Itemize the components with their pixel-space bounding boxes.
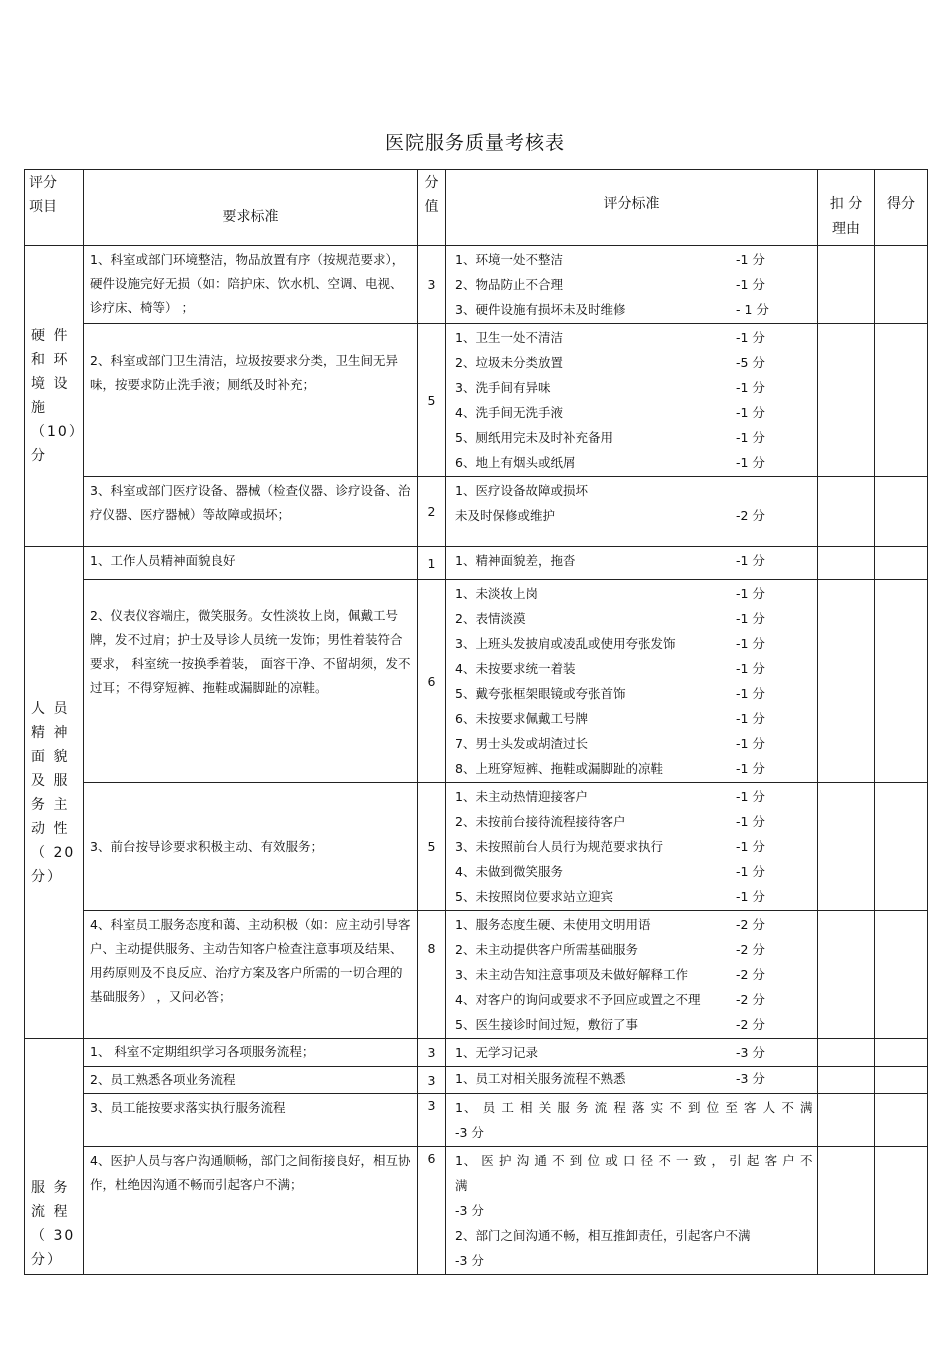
- criteria-line: 5、厕纸用完未及时补充备用 -1 分: [455, 430, 765, 445]
- requirement-cell: 2、仪表仪容端庄，微笑服务。女性淡妆上岗，佩戴工号牌，发不过肩；护士及导诊人员统一发饰；男性着装符合要求， 科室统一按换季着装， 面容干净、不留胡须，发不过耳；不得穿短裤、拖鞋或漏脚趾的凉鞋。: [84, 580, 418, 783]
- criteria-cell: [446, 580, 818, 783]
- table-row: [25, 1067, 928, 1094]
- score-cell: 3: [418, 1039, 446, 1067]
- criteria-line: -3 分: [455, 1253, 484, 1268]
- header-requirement: 要求标准: [84, 170, 418, 246]
- criteria-line: 1、员工对相关服务流程不熟悉 -3 分: [455, 1071, 765, 1086]
- criteria-line: 2、垃圾未分类放置 -5 分: [455, 355, 765, 370]
- table-row: [25, 1094, 928, 1147]
- score-cell: 6: [418, 1147, 446, 1275]
- criteria-line: 5、医生接诊时间过短，敷衍了事 -2 分: [455, 1017, 765, 1032]
- criteria-line: 3、未按照前台人员行为规范要求执行 -1 分: [455, 839, 765, 854]
- criteria-line: 未及时保修或维护 -2 分: [455, 508, 765, 523]
- points-cell[interactable]: [875, 246, 928, 324]
- requirement-cell: 3、前台按导诊要求积极主动、有效服务；: [84, 783, 418, 911]
- requirement-cell: 4、医护人员与客户沟通顺畅，部门之间衔接良好，相互协作，杜绝因沟通不畅而引起客户不满；: [84, 1147, 418, 1275]
- score-cell: 6: [418, 580, 446, 783]
- table-row: [25, 580, 928, 783]
- reason-cell[interactable]: [818, 911, 875, 1039]
- criteria-line: 3、上班头发披肩或凌乱或使用夸张发饰 -1 分: [455, 636, 765, 651]
- criteria-line: 1、卫生一处不清洁 -1 分: [455, 330, 765, 345]
- criteria-cell: [446, 1094, 818, 1147]
- page-title: 医院服务质量考核表: [384, 132, 565, 154]
- reason-cell[interactable]: [818, 246, 875, 324]
- reason-cell[interactable]: [818, 1067, 875, 1094]
- requirement-cell: 1、工作人员精神面貌良好: [84, 547, 418, 580]
- reason-cell[interactable]: [818, 783, 875, 911]
- points-cell[interactable]: [875, 547, 928, 580]
- requirement-cell: 3、员工能按要求落实执行服务流程: [84, 1094, 418, 1147]
- reason-cell[interactable]: [818, 324, 875, 477]
- criteria-line: 1、 医 护 沟 通 不 到 位 或 口 径 不 一 致 ， 引 起 客 户 不 满: [455, 1153, 813, 1193]
- criteria-cell: [446, 911, 818, 1039]
- criteria-cell: [446, 1067, 818, 1094]
- points-cell[interactable]: [875, 1147, 928, 1275]
- requirement-cell: 2、科室或部门卫生清洁，垃圾按要求分类，卫生间无异味，按要求防止洗手液；厕纸及时补充；: [84, 324, 418, 477]
- score-cell: 2: [418, 477, 446, 547]
- criteria-line: 2、未按前台接待流程接待客户 -1 分: [455, 814, 765, 829]
- criteria-line: -3 分: [455, 1203, 484, 1218]
- table-row: [25, 783, 928, 911]
- criteria-line: 4、未按要求统一着装 -1 分: [455, 661, 765, 676]
- criteria-cell: [446, 1039, 818, 1067]
- criteria-line: 5、戴夸张框架眼镜或夸张首饰 -1 分: [455, 686, 765, 701]
- table-row: [25, 246, 928, 324]
- requirement-cell: 1、科室或部门环境整洁，物品放置有序（按规范要求），硬件设施完好无损（如：陪护床、饮水机、空调、电视、诊疗床、椅等） ；: [84, 246, 418, 324]
- header-row: [25, 170, 928, 246]
- score-cell: 3: [418, 1067, 446, 1094]
- score-cell: 5: [418, 783, 446, 911]
- points-cell[interactable]: [875, 477, 928, 547]
- points-cell[interactable]: [875, 1067, 928, 1094]
- header-points: 得分: [875, 170, 928, 246]
- criteria-line: -3 分: [455, 1125, 484, 1140]
- category-cell: 人 员 精 神 面 貌 及 服 务 主 动 性 （ 20 分）: [25, 547, 84, 1039]
- points-cell[interactable]: [875, 783, 928, 911]
- table-row: [25, 911, 928, 1039]
- criteria-line: 6、地上有烟头或纸屑 -1 分: [455, 455, 765, 470]
- criteria-cell: [446, 783, 818, 911]
- criteria-line: 3、硬件设施有损坏未及时维修 - 1 分: [455, 302, 769, 317]
- score-cell: 8: [418, 911, 446, 1039]
- category-cell: 服 务 流 程 （ 30 分）: [25, 1039, 84, 1275]
- criteria-line: 2、未主动提供客户所需基础服务 -2 分: [455, 942, 765, 957]
- criteria-line: 5、未按照岗位要求站立迎宾 -1 分: [455, 889, 765, 904]
- reason-cell[interactable]: [818, 1039, 875, 1067]
- criteria-line: 1、精神面貌差，拖沓 -1 分: [455, 553, 765, 568]
- points-cell[interactable]: [875, 580, 928, 783]
- header-score: 分 值: [418, 170, 446, 246]
- criteria-line: 3、未主动告知注意事项及未做好解释工作 -2 分: [455, 967, 765, 982]
- criteria-line: 4、对客户的询问或要求不予回应或置之不理 -2 分: [455, 992, 765, 1007]
- table-row: [25, 1147, 928, 1275]
- criteria-line: 1、服务态度生硬、未使用文明用语 -2 分: [455, 917, 765, 932]
- header-criteria: 评分标准: [446, 170, 818, 246]
- criteria-line: 7、男士头发或胡渣过长 -1 分: [455, 736, 765, 751]
- criteria-cell: [446, 324, 818, 477]
- criteria-line: 1、 员 工 相 关 服 务 流 程 落 实 不 到 位 至 客 人 不 满: [455, 1100, 813, 1115]
- points-cell[interactable]: [875, 324, 928, 477]
- table-row: [25, 1039, 928, 1067]
- criteria-line: 8、上班穿短裤、拖鞋或漏脚趾的凉鞋 -1 分: [455, 761, 765, 776]
- criteria-cell: [446, 1147, 818, 1275]
- requirement-cell: 4、科室员工服务态度和蔼、主动积极（如：应主动引导客户、主动提供服务、主动告知客户检查注意事项及结果、用药原则及不良反应、治疗方案及客户所需的一切合理的基础服务） ，又问必答；: [84, 911, 418, 1039]
- criteria-line: 3、洗手间有异味 -1 分: [455, 380, 765, 395]
- criteria-line: 4、未做到微笑服务 -1 分: [455, 864, 765, 879]
- criteria-cell: [446, 477, 818, 547]
- score-cell: 1: [418, 547, 446, 580]
- header-category: 评分 项目: [25, 170, 84, 246]
- criteria-line: 1、环境一处不整洁 -1 分: [455, 252, 765, 267]
- points-cell[interactable]: [875, 1094, 928, 1147]
- reason-cell[interactable]: [818, 580, 875, 783]
- reason-cell[interactable]: [818, 1147, 875, 1275]
- requirement-cell: 3、科室或部门医疗设备、器械（检查仪器、诊疗设备、治疗仪器、医疗器械）等故障或损坏；: [84, 477, 418, 547]
- criteria-cell: [446, 547, 818, 580]
- table-row: [25, 547, 928, 580]
- criteria-line: 2、部门之间沟通不畅，相互推卸责任，引起客户不满: [455, 1228, 751, 1243]
- score-cell: 3: [418, 246, 446, 324]
- reason-cell[interactable]: [818, 1094, 875, 1147]
- requirement-cell: 2、员工熟悉各项业务流程: [84, 1067, 418, 1094]
- criteria-line: 1、未淡妆上岗 -1 分: [455, 586, 765, 601]
- points-cell[interactable]: [875, 911, 928, 1039]
- criteria-cell: [446, 246, 818, 324]
- criteria-line: 1、医疗设备故障或损坏: [455, 483, 588, 498]
- score-cell: 3: [418, 1094, 446, 1147]
- reason-cell[interactable]: [818, 547, 875, 580]
- header-reason: 扣 分 理由: [818, 170, 875, 246]
- assessment-table: [24, 169, 928, 1275]
- criteria-line: 4、洗手间无洗手液 -1 分: [455, 405, 765, 420]
- criteria-line: 2、表情淡漠 -1 分: [455, 611, 765, 626]
- category-cell: 硬 件 和 环 境 设 施 （10） 分: [25, 246, 84, 547]
- points-cell[interactable]: [875, 1039, 928, 1067]
- criteria-line: 1、未主动热情迎接客户 -1 分: [455, 789, 765, 804]
- score-cell: 5: [418, 324, 446, 477]
- table-row: [25, 477, 928, 547]
- criteria-line: 2、物品防止不合理 -1 分: [455, 277, 765, 292]
- criteria-line: 1、无学习记录 -3 分: [455, 1045, 765, 1060]
- table-row: [25, 324, 928, 477]
- requirement-cell: 1、 科室不定期组织学习各项服务流程；: [84, 1039, 418, 1067]
- criteria-line: 6、未按要求佩戴工号牌 -1 分: [455, 711, 765, 726]
- reason-cell[interactable]: [818, 477, 875, 547]
